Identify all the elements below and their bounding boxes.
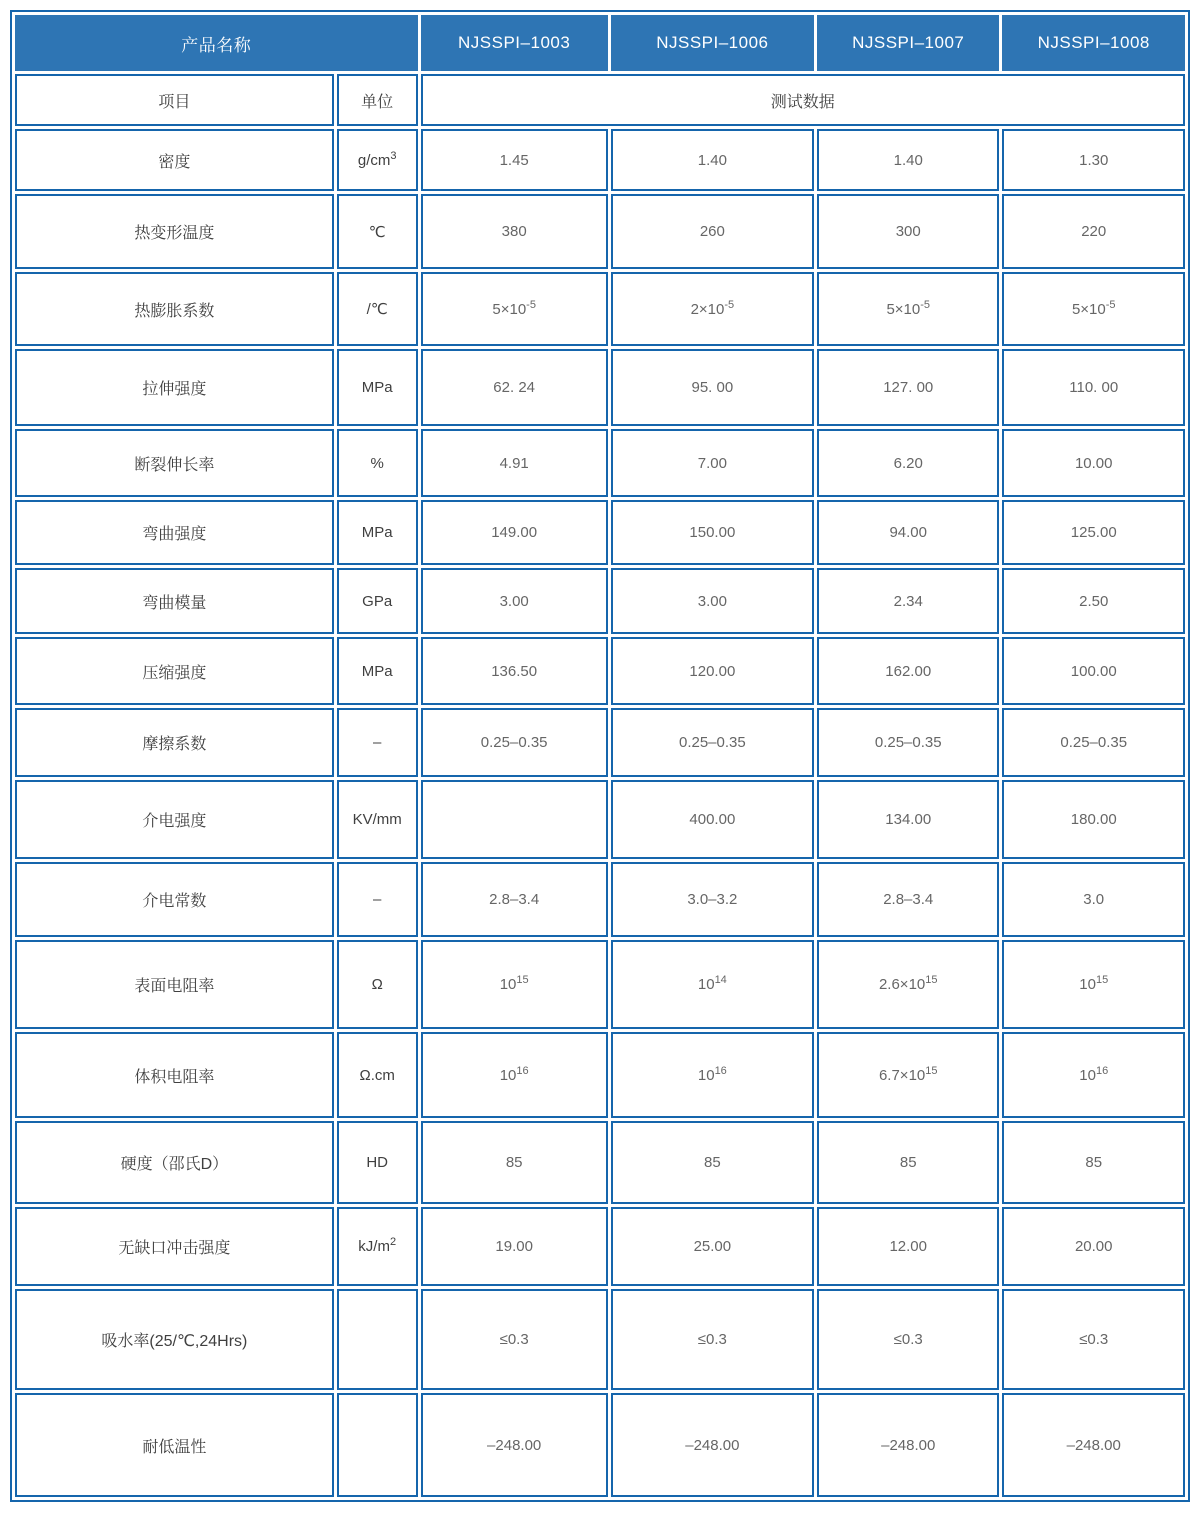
- table-row: [15, 862, 1185, 937]
- item-label: 密度: [15, 129, 334, 191]
- unit-value: [337, 1393, 418, 1497]
- data-value: [421, 780, 608, 859]
- unit-value: GPa: [337, 568, 418, 634]
- data-value: 110. 00: [1002, 349, 1185, 426]
- item-label: 体积电阻率: [15, 1032, 334, 1118]
- data-value: 62. 24: [421, 349, 608, 426]
- data-value: $10^{16}$: [421, 1032, 608, 1118]
- data-value: –248.00: [421, 1393, 608, 1497]
- data-value: 95. 00: [611, 349, 814, 426]
- data-value: 134.00: [817, 780, 999, 859]
- item-label: 拉伸强度: [15, 349, 334, 426]
- subheader-row: [15, 74, 1185, 126]
- data-value: $10^{15}$: [421, 940, 608, 1029]
- data-value: 3.0–3.2: [611, 862, 814, 937]
- item-label: 断裂伸长率: [15, 429, 334, 497]
- data-value: 4.91: [421, 429, 608, 497]
- data-value: 3.00: [421, 568, 608, 634]
- unit-column-label: 单位: [337, 74, 418, 126]
- data-value: 127. 00: [817, 349, 999, 426]
- item-label: 介电强度: [15, 780, 334, 859]
- item-label: 热膨胀系数: [15, 272, 334, 346]
- data-value: 1.45: [421, 129, 608, 191]
- table-row: [15, 1032, 1185, 1118]
- data-value: 136.50: [421, 637, 608, 705]
- data-value: $2.6\times 10^{15}$: [817, 940, 999, 1029]
- data-value: 220: [1002, 194, 1185, 269]
- item-label: 热变形温度: [15, 194, 334, 269]
- data-value: 260: [611, 194, 814, 269]
- data-value: 120.00: [611, 637, 814, 705]
- data-value: 380: [421, 194, 608, 269]
- item-label: 弯曲模量: [15, 568, 334, 634]
- data-value: 1.40: [817, 129, 999, 191]
- data-value: –248.00: [817, 1393, 999, 1497]
- unit-value: MPa: [337, 637, 418, 705]
- data-value: 2.8–3.4: [421, 862, 608, 937]
- data-value: 125.00: [1002, 500, 1185, 565]
- product-column-header-3: NJSSPI–1007: [817, 15, 999, 71]
- data-value: 6.20: [817, 429, 999, 497]
- data-value: $10^{16}$: [1002, 1032, 1185, 1118]
- data-value: 0.25–0.35: [611, 708, 814, 777]
- data-value: $10^{15}$: [1002, 940, 1185, 1029]
- table-row: [15, 129, 1185, 191]
- data-value: 180.00: [1002, 780, 1185, 859]
- table-row: [15, 940, 1185, 1029]
- data-value: 12.00: [817, 1207, 999, 1286]
- item-label: 表面电阻率: [15, 940, 334, 1029]
- table-row: [15, 500, 1185, 565]
- unit-value: [337, 1289, 418, 1390]
- data-value: 2.50: [1002, 568, 1185, 634]
- product-column-header-1: NJSSPI–1003: [421, 15, 608, 71]
- data-value: $5\times 10^{-5}$: [421, 272, 608, 346]
- table-row: [15, 429, 1185, 497]
- unit-value: MPa: [337, 500, 418, 565]
- table-row: [15, 194, 1185, 269]
- data-value: 3.00: [611, 568, 814, 634]
- unit-value: $kJ/m^2$: [337, 1207, 418, 1286]
- spec-table: [10, 10, 1190, 1502]
- table-row: [15, 708, 1185, 777]
- unit-value: Ω: [337, 940, 418, 1029]
- table-row: [15, 568, 1185, 634]
- data-value: 20.00: [1002, 1207, 1185, 1286]
- table-row: [15, 1121, 1185, 1204]
- data-value: 0.25–0.35: [1002, 708, 1185, 777]
- data-value: 2.8–3.4: [817, 862, 999, 937]
- unit-value: MPa: [337, 349, 418, 426]
- item-label: 弯曲强度: [15, 500, 334, 565]
- data-value: $5\times 10^{-5}$: [817, 272, 999, 346]
- unit-value: /℃: [337, 272, 418, 346]
- data-value: 100.00: [1002, 637, 1185, 705]
- item-label: 摩擦系数: [15, 708, 334, 777]
- data-value: 149.00: [421, 500, 608, 565]
- table-row: [15, 1207, 1185, 1286]
- unit-value: Ω.cm: [337, 1032, 418, 1118]
- unit-value: %: [337, 429, 418, 497]
- data-value: 19.00: [421, 1207, 608, 1286]
- data-value: $10^{16}$: [611, 1032, 814, 1118]
- unit-value: $g/cm^3$: [337, 129, 418, 191]
- unit-value: ℃: [337, 194, 418, 269]
- data-value: 85: [421, 1121, 608, 1204]
- table-row: [15, 1289, 1185, 1390]
- item-label: 介电常数: [15, 862, 334, 937]
- data-value: ≤0.3: [611, 1289, 814, 1390]
- data-value: 85: [1002, 1121, 1185, 1204]
- test-data-label: 测试数据: [421, 74, 1185, 126]
- data-value: 85: [611, 1121, 814, 1204]
- data-value: 7.00: [611, 429, 814, 497]
- product-column-header-4: NJSSPI–1008: [1002, 15, 1185, 71]
- unit-value: HD: [337, 1121, 418, 1204]
- data-value: 1.40: [611, 129, 814, 191]
- unit-value: KV/mm: [337, 780, 418, 859]
- data-value: 0.25–0.35: [817, 708, 999, 777]
- data-value: ≤0.3: [421, 1289, 608, 1390]
- data-value: 3.0: [1002, 862, 1185, 937]
- table-row: [15, 1393, 1185, 1497]
- data-value: 94.00: [817, 500, 999, 565]
- data-value: 150.00: [611, 500, 814, 565]
- product-column-header-2: NJSSPI–1006: [611, 15, 814, 71]
- table-body: [15, 129, 1185, 1497]
- unit-value: –: [337, 708, 418, 777]
- unit-value: –: [337, 862, 418, 937]
- item-column-label: 项目: [15, 74, 334, 126]
- table-row: [15, 637, 1185, 705]
- data-value: $2\times 10^{-5}$: [611, 272, 814, 346]
- data-value: 0.25–0.35: [421, 708, 608, 777]
- data-value: –248.00: [1002, 1393, 1185, 1497]
- item-label: 压缩强度: [15, 637, 334, 705]
- data-value: $6.7\times 10^{15}$: [817, 1032, 999, 1118]
- data-value: 162.00: [817, 637, 999, 705]
- data-value: 10.00: [1002, 429, 1185, 497]
- item-label: 吸水率(25/℃,24Hrs): [15, 1289, 334, 1390]
- data-value: 25.00: [611, 1207, 814, 1286]
- item-label: 无缺口冲击强度: [15, 1207, 334, 1286]
- data-value: 2.34: [817, 568, 999, 634]
- product-name-header: 产品名称: [15, 15, 418, 71]
- table-row: [15, 349, 1185, 426]
- data-value: –248.00: [611, 1393, 814, 1497]
- table-row: [15, 780, 1185, 859]
- data-value: ≤0.3: [817, 1289, 999, 1390]
- data-value: $5\times 10^{-5}$: [1002, 272, 1185, 346]
- data-value: 300: [817, 194, 999, 269]
- product-header-row: [15, 15, 1185, 71]
- data-value: ≤0.3: [1002, 1289, 1185, 1390]
- item-label: 耐低温性: [15, 1393, 334, 1497]
- data-value: 85: [817, 1121, 999, 1204]
- data-value: $10^{14}$: [611, 940, 814, 1029]
- data-value: 400.00: [611, 780, 814, 859]
- table-row: [15, 272, 1185, 346]
- data-value: 1.30: [1002, 129, 1185, 191]
- item-label: 硬度（邵氏D）: [15, 1121, 334, 1204]
